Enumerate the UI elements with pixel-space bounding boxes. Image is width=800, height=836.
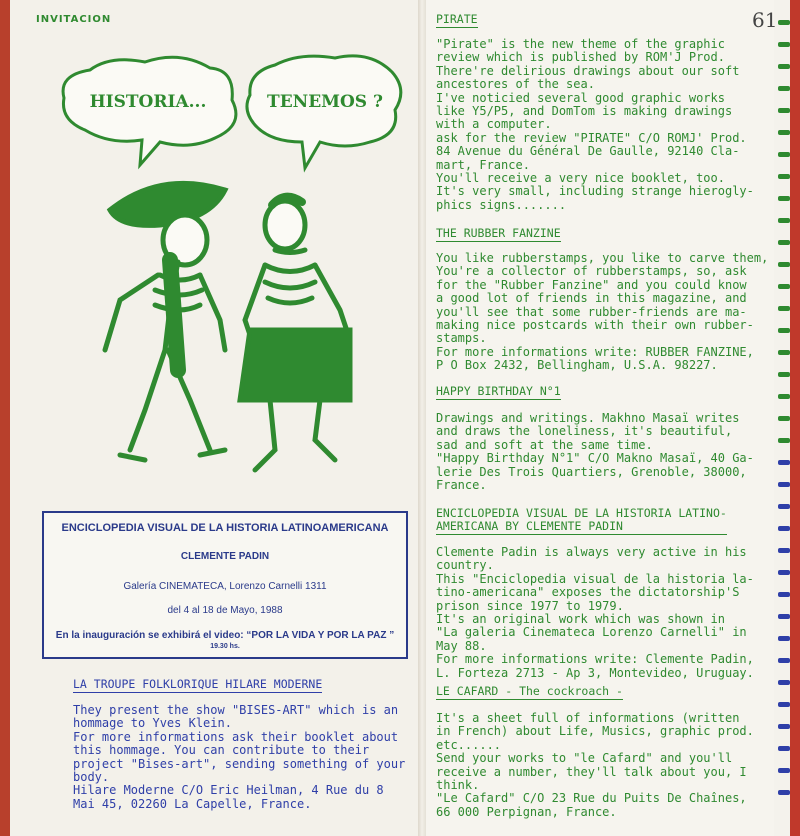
happy-birthday-body: Drawings and writings. Makhno Masaï writes and draws the loneliness, it's beautiful, sad and soft at the same time. "Happy Birthday N°1" C/O Makno Masaï, 40 Ga- lerie Des Trois Quartiers, Grenoble, 38000, France.	[436, 411, 754, 493]
edge-mark	[778, 746, 790, 751]
edge-mark	[778, 658, 790, 663]
le-cafard-heading: LE CAFARD - The cockroach -	[436, 684, 623, 698]
binding-edge	[790, 0, 800, 836]
bubble-right-text: TENEMOS ?	[267, 92, 383, 112]
edge-mark	[778, 702, 790, 707]
edge-mark	[778, 460, 790, 465]
poster-time: 19.30 hs.	[210, 643, 240, 650]
edge-mark	[778, 372, 790, 377]
section-tag: INVITACION	[36, 14, 112, 25]
skeleton-woman	[240, 197, 350, 470]
poster-dates: del 4 al 18 de Mayo, 1988	[167, 605, 283, 616]
edge-mark	[778, 548, 790, 553]
edge-mark	[778, 108, 790, 113]
happy-birthday-heading: HAPPY BIRTHDAY N°1	[436, 384, 561, 398]
edge-mark	[778, 218, 790, 223]
edge-mark	[778, 636, 790, 641]
edge-mark	[778, 328, 790, 333]
enciclopedia-heading: ENCICLOPEDIA VISUAL DE LA HISTORIA LATINO- AMERICANA BY CLEMENTE PADIN	[436, 506, 727, 533]
edge-mark	[778, 42, 790, 47]
edge-mark	[778, 768, 790, 773]
edge-mark	[778, 196, 790, 201]
edge-mark	[778, 284, 790, 289]
speech-bubble-right	[247, 56, 401, 168]
le-cafard-body: It's a sheet full of informations (written in French) about Life, Musics, graphic prod. etc...... Send your works to "le Cafard" and you'll receive a number, they'll talk about you, I think. "Le Cafard" C/O 23 Rue du Puits De Chaînes, 66 000 Perpignan, France.	[436, 711, 754, 819]
edge-mark	[778, 394, 790, 399]
skeleton-illustration	[50, 50, 410, 490]
speech-bubble-left	[63, 57, 236, 165]
skeleton-man	[105, 183, 225, 460]
page-gutter	[418, 0, 426, 836]
edge-mark	[778, 20, 790, 25]
edge-mark	[778, 482, 790, 487]
edge-mark	[778, 790, 790, 795]
edge-mark	[778, 570, 790, 575]
edge-mark	[778, 416, 790, 421]
poster-title: ENCICLOPEDIA VISUAL DE LA HISTORIA LATINOAMERICANA	[61, 522, 389, 534]
bubble-left-text: HISTORIA...	[89, 92, 207, 112]
edge-mark	[778, 130, 790, 135]
edge-mark	[778, 680, 790, 685]
poster-author: CLEMENTE PADIN	[180, 551, 270, 562]
edge-mark	[778, 240, 790, 245]
edge-mark	[778, 350, 790, 355]
enciclopedia-body: Clemente Padin is always very active in his country. This "Enciclopedia visual de la historia la- tino-americana" exposes the dictatorship'S prison since 1977 to 1979. It's an original work which was shown in "La galeria Cinemateca Lorenzo Carnelli" in May 88. For more informations write: Clemente Padin, L. Forteza 2713 - Ap 3, Montevideo, Uruguay.	[436, 545, 754, 680]
rubber-fanzine-heading: THE RUBBER FANZINE	[436, 226, 561, 240]
edge-mark	[778, 86, 790, 91]
edge-mark	[778, 614, 790, 619]
exhibition-poster	[42, 511, 408, 659]
edge-mark	[778, 64, 790, 69]
edge-mark	[778, 174, 790, 179]
edge-mark	[778, 152, 790, 157]
edge-mark	[778, 724, 790, 729]
edge-mark	[778, 306, 790, 311]
pirate-body: "Pirate" is the new theme of the graphic review which is published by ROM'J Prod. There're delirious drawings about our soft ancestores of the sea. I've noticied several good graphic works like Y5/P5, and DomTom is making drawings with a computer. ask for the review "PIRATE" C/O ROMJ' Prod. 84 Avenue du Général De Gaulle, 92140 Cla- mart, France. You'll receive a very nice booklet, too. It's very small, including strange hierogly- phics signs.......	[436, 37, 754, 212]
rubber-fanzine-body: You like rubberstamps, you like to carve them, You're a collector of rubberstamps, so, ask for the "Rubber Fanzine" and you could know a good lot of friends in this magazine, and you'll see that some rubber-friends are ma- making nice postcards with their own rubber- stamps. For more informations write: RUBBER FANZINE, P O Box 2432, Bellingham, U.S.A. 98227.	[436, 251, 769, 373]
page-number: 61	[752, 8, 778, 32]
edge-mark	[778, 526, 790, 531]
pirate-heading: PIRATE	[436, 12, 478, 26]
edge-mark	[778, 592, 790, 597]
troupe-body: They present the show "BISES-ART" which is an hommage to Yves Klein. For more informations ask their booklet about this hommage. You can contribute to their project "Bises-art", sending something of your body. Hilare Moderne C/O Eric Heilman, 4 Rue du 8 Mai 45, 02260 La Capelle, France.	[73, 703, 406, 811]
edge-mark	[778, 262, 790, 267]
troupe-heading: LA TROUPE FOLKLORIQUE HILARE MODERNE	[73, 677, 323, 691]
edge-mark	[778, 438, 790, 443]
poster-video: En la inauguración se exhibirá el video: “POR LA VIDA Y POR LA PAZ ”	[55, 630, 395, 641]
poster-venue: Galería CINEMATECA, Lorenzo Carnelli 1311	[123, 581, 327, 592]
edge-mark	[778, 504, 790, 509]
